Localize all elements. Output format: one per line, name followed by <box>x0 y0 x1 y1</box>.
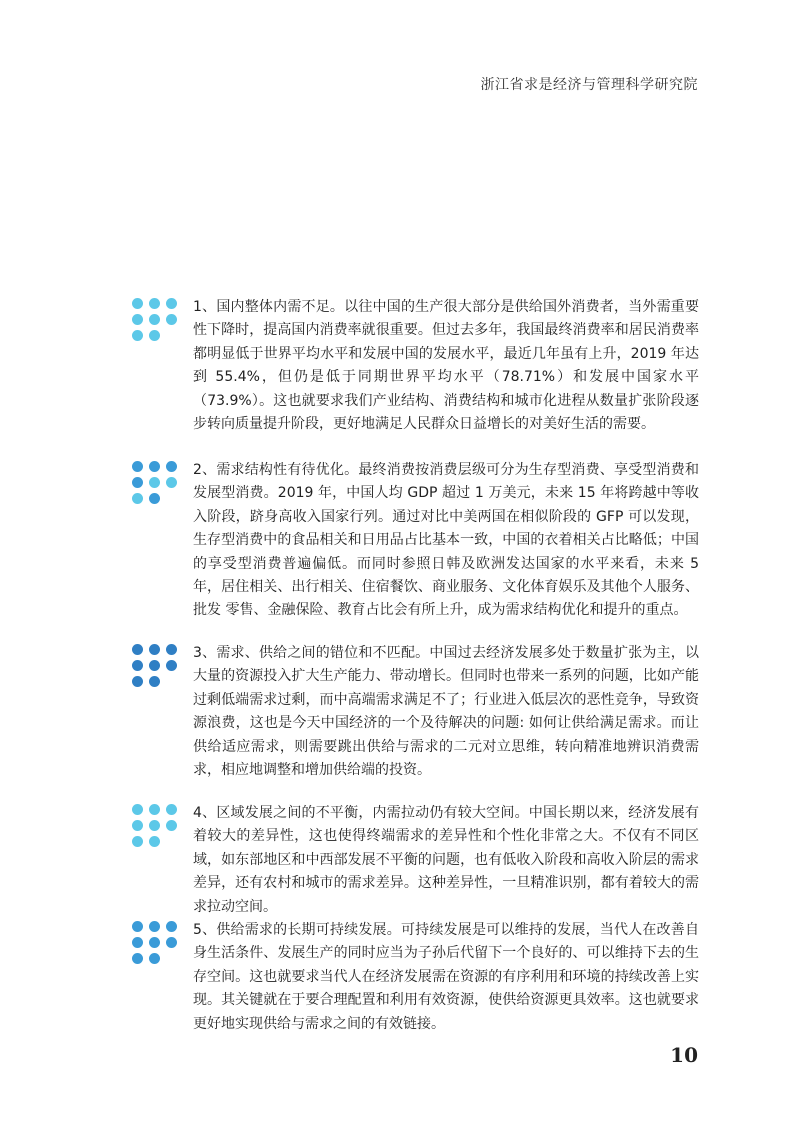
dot-icon <box>166 461 177 472</box>
dot-icon <box>166 820 177 831</box>
dot-icon <box>149 493 160 504</box>
dots-decoration-icon <box>132 461 180 509</box>
dot-icon <box>132 676 143 687</box>
paragraph-4: 4、区域发展之间的不平衡，内需拉动仍有较大空间。中国长期以来，经济发展有着较大的差异性，这也使得终端需求的差异性和个性化非常之大。不仅有不同区域，如东部地区和中西部发展不平衡的问题，也有低收入阶段和高收入阶层的需求差异，还有农村和城市的需求差异。这种差异性，一旦精准识别，都有着较大的需求拉动空间。 <box>193 805 699 915</box>
dot-icon <box>132 836 143 847</box>
dot-icon <box>166 298 177 309</box>
dot-icon <box>149 937 160 948</box>
dot-icon <box>132 804 143 815</box>
dots-decoration-icon <box>132 644 180 692</box>
paragraph-3: 3、需求、供给之间的错位和不匹配。中国过去经济发展多处于数量扩张为主，以大量的资源投入扩大生产能力、带动增长。但同时也带来一系列的问题，比如产能过剩低端需求过剩，而中高端需求满足不了；行业进入低层次的恶性竞争，导致资源浪费，这也是今天中国经济的一个及待解决的问题: 如何让供给满足需求。而让供给适应需求，则需要跳出供给与需求的二元对立思维，转向精准地辨识消费需求，相应地调整和增加供给端的投资。 <box>193 645 699 779</box>
dot-icon <box>166 477 177 488</box>
dot-icon <box>149 298 160 309</box>
page-number: 10 <box>670 1043 698 1067</box>
dots-decoration-icon <box>132 804 180 852</box>
dot-icon <box>149 314 160 325</box>
dot-icon <box>149 953 160 964</box>
dot-icon <box>132 820 143 831</box>
dot-icon <box>132 477 143 488</box>
dot-icon <box>166 804 177 815</box>
dot-icon <box>149 804 160 815</box>
dot-icon <box>149 477 160 488</box>
dot-icon <box>149 461 160 472</box>
dot-icon <box>166 937 177 948</box>
dot-icon <box>132 330 143 341</box>
dot-icon <box>132 493 143 504</box>
dot-icon <box>132 644 143 655</box>
dot-icon <box>132 953 143 964</box>
dot-icon <box>149 644 160 655</box>
dot-icon <box>166 314 177 325</box>
dot-icon <box>149 820 160 831</box>
dot-icon <box>166 660 177 671</box>
dot-icon <box>166 921 177 932</box>
header-org-name: 浙江省求是经济与管理科学研究院 <box>480 77 698 93</box>
dot-icon <box>132 660 143 671</box>
dots-decoration-icon <box>132 921 180 969</box>
paragraph-2: 2、需求结构性有待优化。最终消费按消费层级可分为生存型消费、享受型消费和发展型消费。2019 年，中国人均 GDP 超过 1 万美元，未来 15 年将跨越中等收入阶段，跻身高收入国家行列。通过对比中美两国在相似阶段的 GFP 可以发现，生存型消费中的食品相关和日用品占比基本一致，中国的衣着相关占比略低；中国的享受型消费普遍偏低。而同时参照日韩及欧洲发达国家的水平来看，未来 5 年，居住相关、出行相关、住宿餐饮、商业服务、文化体育娱乐及其他个人服务、批发 零售、金融保险、教育占比会有所上升，成为需求结构优化和提升的重点。 <box>193 462 699 619</box>
paragraph-1: 1、国内整体内需不足。以往中国的生产很大部分是供给国外消费者，当外需重要性下降时，提高国内消费率就很重要。但过去多年，我国最终消费率和居民消费率都明显低于世界平均水平和发展中国的发展水平，最近几年虽有上升，2019 年达到 55.4%，但仍是低于同期世界平均水平（78.71%）和发展中国家水平（73.9%）。这也就要求我们产业结构、消费结构和城市化进程从数量扩张阶段逐步转向质量提升阶段，更好地满足人民群众日益增长的对美好生活的需要。 <box>193 299 699 433</box>
dot-icon <box>149 836 160 847</box>
dots-decoration-icon <box>132 298 180 346</box>
dot-icon <box>132 461 143 472</box>
dot-icon <box>132 298 143 309</box>
dot-icon <box>149 676 160 687</box>
dot-icon <box>166 644 177 655</box>
paragraph-5: 5、供给需求的长期可持续发展。可持续发展是可以维持的发展，当代人在改善自身生活条件、发展生产的同时应当为子孙后代留下一个良好的、可以维持下去的生存空间。这也就要求当代人在经济发展需在资源的有序利用和环境的持续改善上实现。其关键就在于要合理配置和利用有效资源，使供给资源更具效率。这也就要求更好地实现供给与需求之间的有效链接。 <box>193 922 699 1032</box>
dot-icon <box>149 660 160 671</box>
dot-icon <box>149 330 160 341</box>
dot-icon <box>132 314 143 325</box>
dot-icon <box>149 921 160 932</box>
dot-icon <box>132 921 143 932</box>
dot-icon <box>132 937 143 948</box>
